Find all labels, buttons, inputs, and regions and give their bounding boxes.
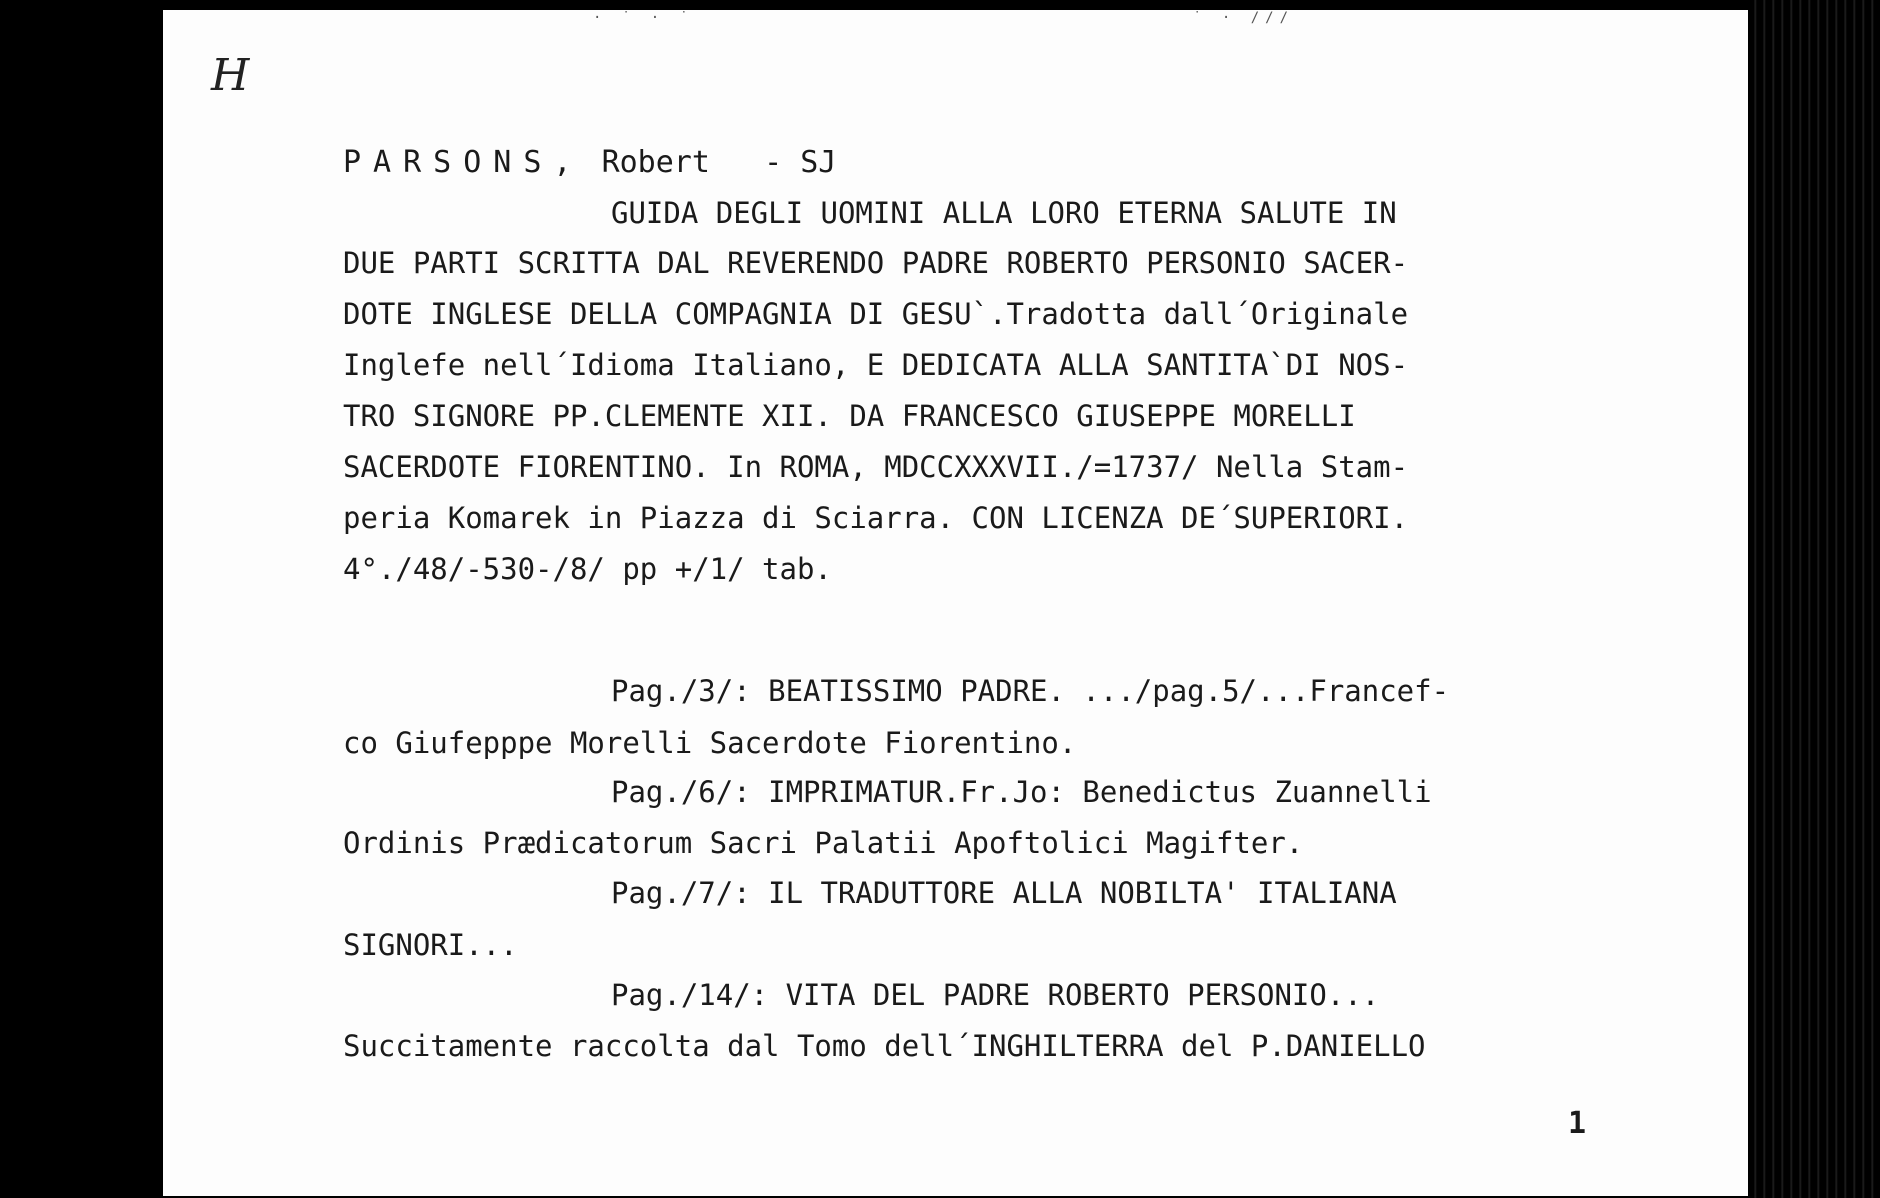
page-number: 1 bbox=[1568, 1106, 1587, 1141]
text-line: Inglefe nell´Idioma Italiano, E DEDICATA ALLA SANTITA`DI NOS- bbox=[343, 348, 1409, 382]
text-line: Ordinis Prædicatorum Sacri Palatii Apoftolici Magifter. bbox=[343, 826, 1304, 860]
text-line: DUE PARTI SCRITTA DAL REVERENDO PADRE ROBERTO PERSONIO SACER- bbox=[343, 246, 1409, 280]
text-line: Pag./3/: BEATISSIMO PADRE. .../pag.5/...Francef- bbox=[611, 674, 1450, 708]
handwritten-mark: H bbox=[211, 50, 250, 101]
text-line: DOTE INGLESE DELLA COMPAGNIA DI GESU`.Tradotta dall´Originale bbox=[343, 297, 1409, 331]
text-line: Pag./14/: VITA DEL PADRE ROBERTO PERSONIO... bbox=[611, 978, 1380, 1012]
author-suffix: - SJ bbox=[764, 145, 837, 180]
scan-border bbox=[1748, 0, 1880, 1198]
catalog-heading bbox=[343, 138, 836, 188]
scan-artifact: ˙ · /// bbox=[1193, 10, 1295, 26]
document-page bbox=[163, 10, 1748, 1196]
author-given-name: Robert bbox=[601, 145, 710, 180]
text-line: co Giufepppe Morelli Sacerdote Fiorentino. bbox=[343, 726, 1077, 760]
text-line: GUIDA DEGLI UOMINI ALLA LORO ETERNA SALUTE IN bbox=[611, 196, 1397, 230]
scan-artifact: · ˙ · ˙ bbox=[593, 10, 695, 26]
text-line: 4°./48/-530-/8/ pp +/1/ tab. bbox=[343, 552, 832, 586]
text-line: SACERDOTE FIORENTINO. In ROMA, MDCCXXXVII./=1737/ Nella Stam- bbox=[343, 450, 1409, 484]
text-line: Succitamente raccolta dal Tomo dell´INGHILTERRA del P.DANIELLO bbox=[343, 1029, 1426, 1063]
text-line: TRO SIGNORE PP.CLEMENTE XII. DA FRANCESCO GIUSEPPE MORELLI bbox=[343, 399, 1356, 433]
text-line: SIGNORI... bbox=[343, 928, 518, 962]
text-line: Pag./7/: IL TRADUTTORE ALLA NOBILTA' ITALIANA bbox=[611, 876, 1397, 910]
text-line: Pag./6/: IMPRIMATUR.Fr.Jo: Benedictus Zuannelli bbox=[611, 775, 1432, 809]
author-surname: PARSONS, bbox=[343, 145, 584, 180]
text-line: peria Komarek in Piazza di Sciarra. CON LICENZA DE´SUPERIORI. bbox=[343, 501, 1409, 535]
